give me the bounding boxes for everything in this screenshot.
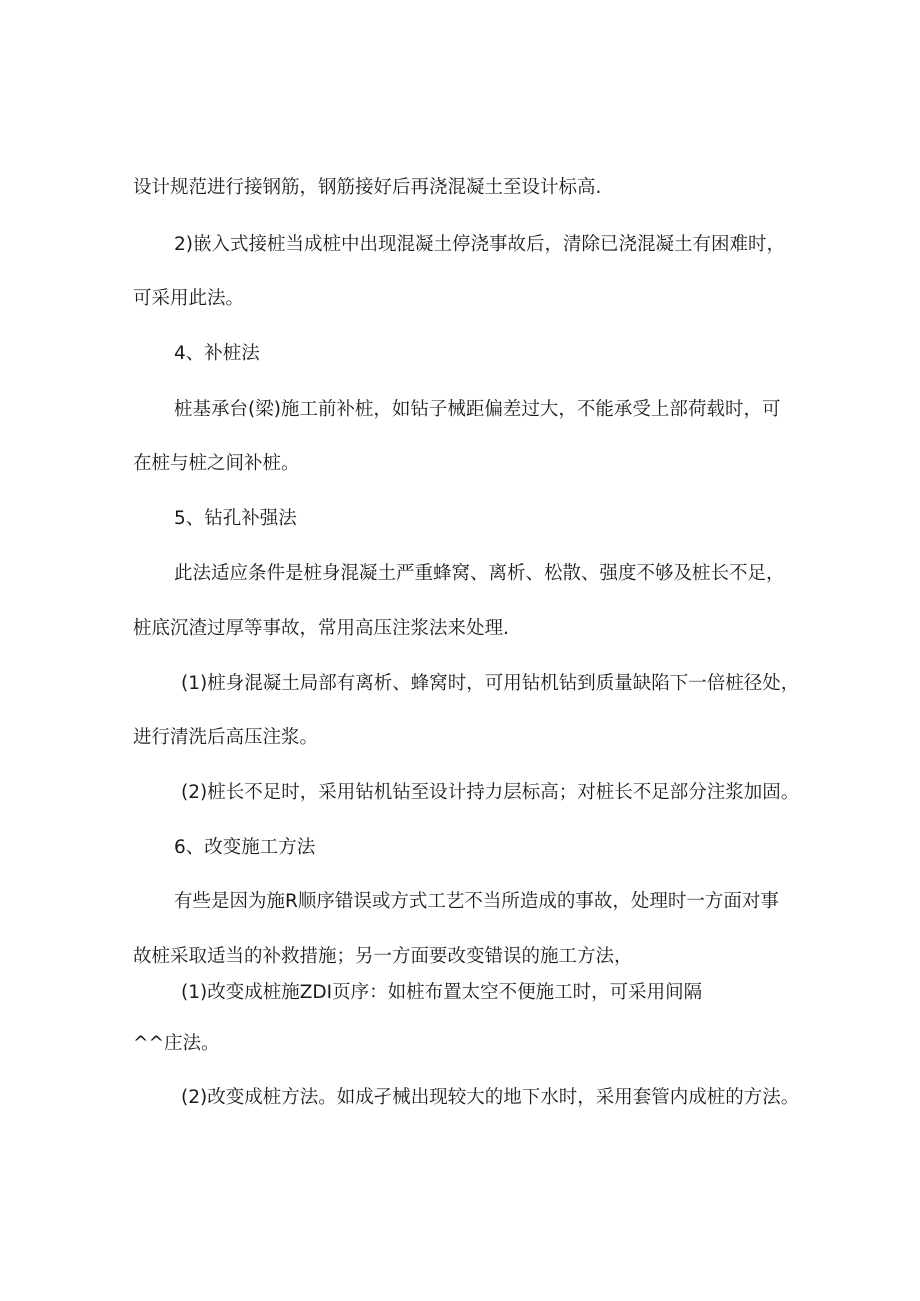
text-line: 可采用此法。 bbox=[133, 288, 245, 309]
text-line: (2)桩长不足时，采用钻机钻至设计持力层标高；对桩长不足部分注浆加固。 bbox=[181, 782, 800, 803]
text-line: 设计规范进行接钢筋，钢筋接好后再浇混凝土至设计标高. bbox=[133, 177, 602, 198]
text-line: 桩基承台(梁)施工前补桩，如钻子械距偏差过大，不能承受上部荷载时，可 bbox=[174, 399, 781, 420]
text-line: 桩底沉渣过厚等事故，常用高压注浆法来处理. bbox=[133, 618, 509, 639]
section-heading: 6、改变施工方法 bbox=[174, 837, 316, 858]
text-line: (2)改变成桩方法。如成孑械出现较大的地下水时，采用套管内成桩的方法。 bbox=[181, 1087, 800, 1108]
section-heading: 4、补桩法 bbox=[174, 343, 260, 364]
text-line: 有些是因为施R顺序错误或方式工艺不当所造成的事故，处理时一方面对事 bbox=[174, 891, 779, 912]
text-line: 在桩与桩之间补桩。 bbox=[133, 453, 300, 474]
text-line: 此法适应条件是桩身混凝土严重蜂窝、离析、松散、强度不够及桩长不足， bbox=[174, 563, 785, 584]
section-heading: 5、钻孔补强法 bbox=[174, 508, 297, 529]
text-line: 2)嵌入式接桩当成桩中出现混凝土停浇事故后，清除已浇混凝土有困难时， bbox=[174, 234, 785, 255]
text-line: ^^庄法。 bbox=[133, 1033, 220, 1054]
text-line: 故桩采取适当的补救措施；另一方面要改变错误的施工方法， bbox=[133, 946, 633, 967]
text-line: (1)桩身混凝土局部有离析、蜂窝时，可用钻机钻到质量缺陷下一倍桩径处， bbox=[181, 673, 800, 694]
text-line: (1)改变成桩施ZDI页序：如桩布置太空不便施工时，可采用间隔 bbox=[181, 982, 703, 1003]
text-line: 进行清洗后高压注浆。 bbox=[133, 727, 319, 748]
